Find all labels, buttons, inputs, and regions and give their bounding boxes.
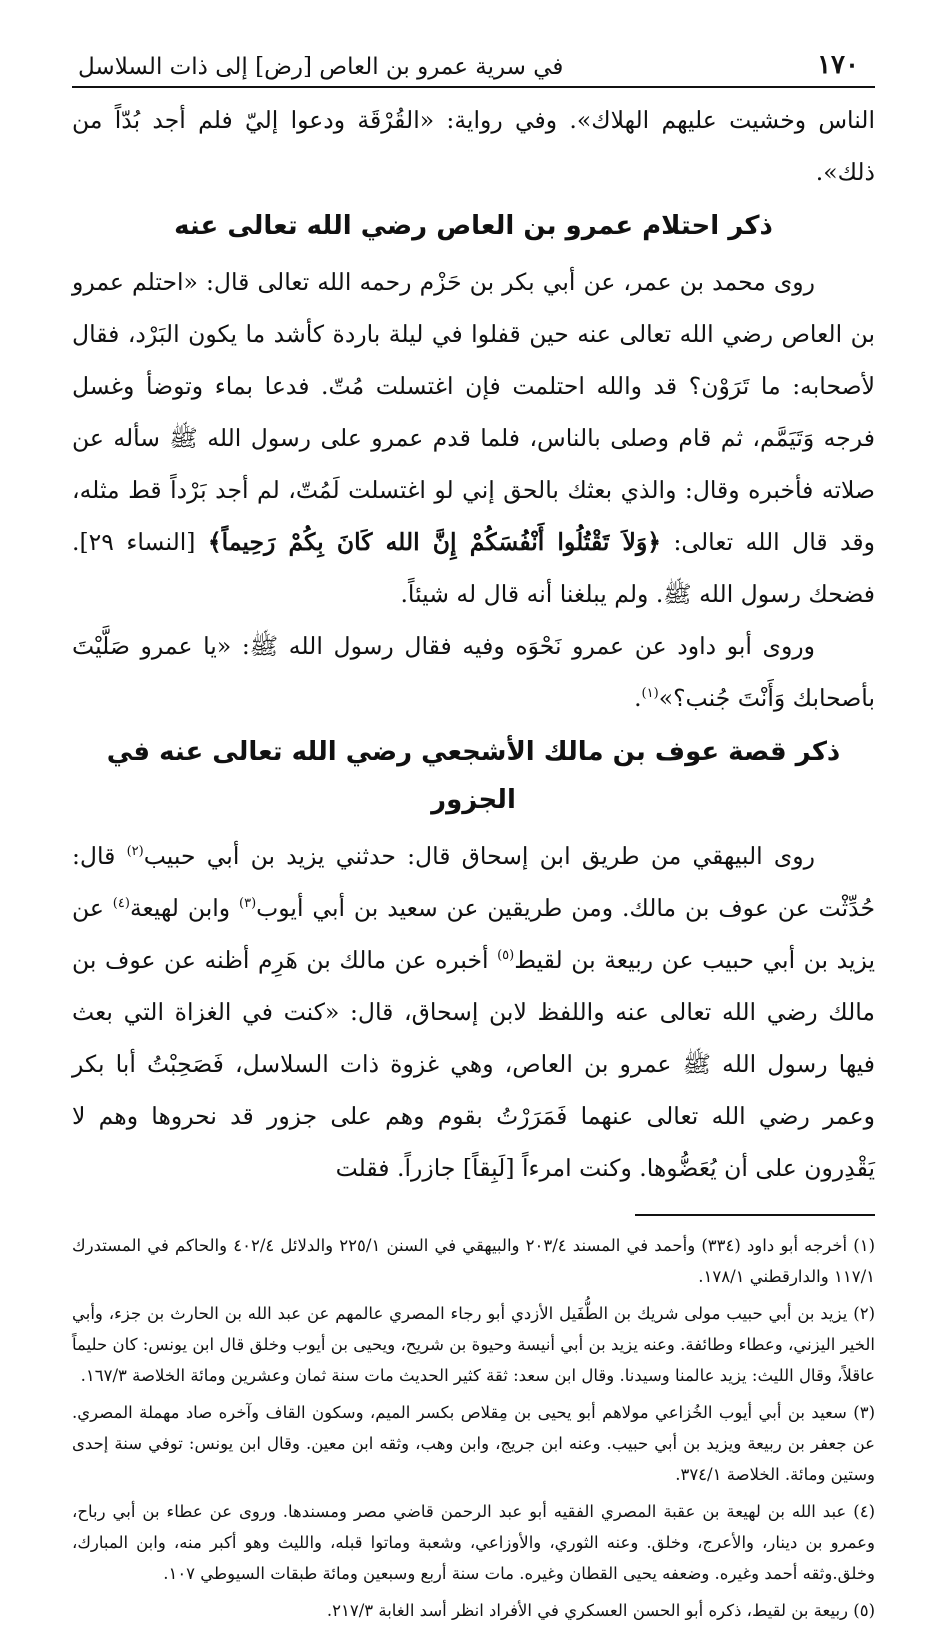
paragraph-text: قال: حُدِّثْت عن عوف بن مالك. ومن طريقين عن سعيد بن أبي أيوب: [72, 842, 875, 922]
paragraph-text: أخبره عن مالك بن هَرِم أظنه عن عوف بن مالك رضي الله تعالى عنه واللفظ لابن إسحاق، قال: «كنت في الغزاة التي بعث فيها رسول الله ﷺ عمرو بن العاص، وهي غزوة ذات السلاسل، فَصَحِبْتُ أبا بكر وعمر رضي الله تعالى عنهما فَمَرَرْتُ بقوم وهم على جزور قد نحروها وهم لا يَقْدِرون على أن يُعَضُّوها. وكنت امرءاً [لَبِقاً] جازراً. فقلت: [72, 946, 875, 1182]
paragraph-ihtilam: [72, 256, 875, 620]
footnote-4: (٤) عبد الله بن لهيعة بن عقبة المصري الفقيه أبو عبد الرحمن قاضي مصر ومسندها. وروى عن عطاء بن أبي رباح، وعمرو بن دينار، والأعرج، وخلق. وعنه الثوري، والأوزاعي، وشعبة وماتوا قبله، والليث وهو أكبر منه، وابن المبارك، وخلق.وثقه أحمد وغيره. وضعفه يحيى القطان وغيره. مات سنة أربع وسبعين ومائة طبقات السيوطي ١٠٧.: [72, 1502, 875, 1583]
main-text: [72, 94, 875, 1194]
footnote-marker: (٢): [126, 844, 144, 860]
footnote-1: (١) أخرجه أبو داود (٣٣٤) وأحمد في المسند ٢٠٣/٤ والبيهقي في السنن ٢٢٥/١ والدلائل ٤٠٢/٤ والحاكم في المستدرك ١١٧/١ والدارقطني ١٧٨/١.: [72, 1236, 875, 1286]
footnote-marker: (٣): [239, 896, 257, 912]
footnote-5: (٥) ربيعة بن لقيط، ذكره أبو الحسن العسكري في الأفراد انظر أسد الغابة ٢١٧/٣.: [326, 1601, 875, 1620]
paragraph-text: روى البيهقي من طريق ابن إسحاق قال: حدثني يزيد بن أبي حبيب: [143, 842, 815, 870]
section-heading-ihtilam: ذكر احتلام عمرو بن العاص رضي الله تعالى عنه: [174, 211, 773, 241]
paragraph-abu-dawud: [72, 620, 875, 724]
footnote-marker: (١): [641, 686, 659, 702]
footnote-marker: (٤): [112, 896, 130, 912]
section-heading-awf: ذكر قصة عوف بن مالك الأشجعي رضي الله تعالى عنه في الجزور: [106, 737, 841, 815]
footnote-3: (٣) سعيد بن أبي أيوب الخُزاعي مولاهم أبو يحيى بن مِقلاص بكسر الميم، وسكون القاف وآخره صاد مهملة المصري. عن جعفر بن ربيعة ويزيد بن أبي حبيب. وعنه ابن جريج، وابن وهب، وثقه ابن معين. وقال ابن يونس: توفي سنة إحدى وستين ومائة. الخلاصة ٣٧٤/١.: [72, 1403, 875, 1484]
footnotes: [72, 1230, 875, 1626]
paragraph-text: روى محمد بن عمر، عن أبي بكر بن حَزْم رحمه الله تعالى قال: «احتلم عمرو بن العاص رضي الله تعالى عنه حين قفلوا في ليلة باردة كأشد ما يكون البَرْد، فقال لأصحابه: ما تَرَوْن؟ قد والله احتلمت فإن اغتسلت مُتّ. فدعا بماء وتوضأ وغسل فرجه وَتَيَمَّم، ثم قام وصلى بالناس، فلما قدم عمرو على رسول الله ﷺ سأله عن صلاته فأخبره وقال: والذي بعثك بالحق إني لو اغتسلت لَمُتّ، لم أجد بَرْداً قط مثله، وقد قال الله تعالى:: [72, 268, 875, 556]
footnote-2: (٢) يزيد بن أبي حبيب مولى شريك بن الطُّفَيل الأزدي أبو رجاء المصري عالمهم عن عبد الله بن الحارث بن جزء، وأبي الخير اليزني، وعطاء وطائفة. وعنه يزيد بن أبي أنيسة وحيوة بن شريح، ويحيى بن أيوب وخلق قال ابن يونس: كان حليماً عاقلاً، وقال الليث: يزيد عالمنا وسيدنا. وقال ابن سعد: ثقة كثير الحديث مات سنة ثمان وعشرين ومائة الخلاصة ١٦٧/٣.: [72, 1304, 875, 1385]
paragraph-text: عن يزيد بن أبي حبيب عن ربيعة بن لقيط: [72, 894, 876, 974]
footnote-divider: [635, 1214, 875, 1216]
footnote-marker: (٥): [497, 948, 515, 964]
paragraph-text: وابن لهيعة: [129, 894, 240, 922]
paragraph-awf: [72, 830, 875, 1194]
paragraph-text: وروى أبو داود عن عمرو نَحْوَه وفيه فقال رسول الله ﷺ: «يا عمرو صَلَّيْتَ بأصحابك وَأَنْتَ جُنب؟»: [72, 632, 875, 712]
page-header: [72, 44, 875, 88]
paragraph-text: .: [634, 684, 642, 712]
intro-line: الناس وخشيت عليهم الهلاك». وفي رواية: «القُرْقَة ودعوا إليّ فلم أجد بُدّاً من ذلك».: [72, 106, 875, 186]
running-title: في سرية عمرو بن العاص [رض] إلى ذات السلاسل: [78, 54, 564, 80]
page-number: ١٧٠: [817, 50, 859, 80]
paragraph-text: [النساء ٢٩]. فضحك رسول الله ﷺ. ولم يبلغنا أنه قال له شيئاً.: [72, 528, 875, 608]
quran-verse: ﴿وَلاَ تَقْتُلُوا أَنْفُسَكُمْ إِنَّ الله كَانَ بِكُمْ رَحِيماً﴾: [207, 528, 662, 556]
